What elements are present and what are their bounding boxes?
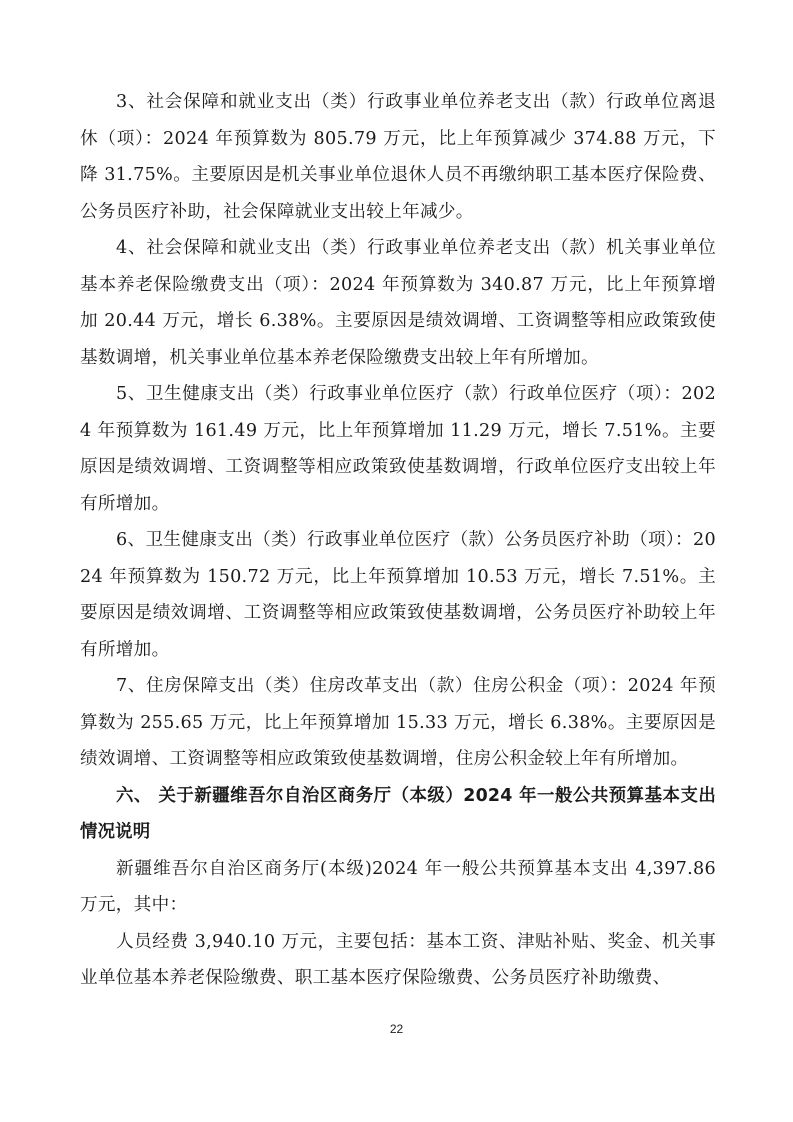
paragraph-item-4: 4、社会保障和就业支出（类）行政事业单位养老支出（款）机关事业单位基本养老保险缴费支出（项）：2024 年预算数为 340.87 万元，比上年预算增加 20.44 万元，增长 6.38%。主要原因是绩效调增、工资调整等相应政策致使基数调增，机关事业单位基本养老保险缴费支出较上年有所增加。: [80, 238, 716, 368]
paragraph-item-7: 7、住房保障支出（类）住房改革支出（款）住房公积金（项）：2024 年预算数为 255.65 万元，比上年预算增加 15.33 万元，增长 6.38%。主要原因是绩效调增、工资调整等相应政策致使基数调增，住房公积金较上年有所增加。: [80, 676, 716, 769]
paragraph-item-6: 6、卫生健康支出（类）行政事业单位医疗（款）公务员医疗补助（项）：2024 年预算数为 150.72 万元，比上年预算增加 10.53 万元，增长 7.51%。主要原因是绩效调增、工资调整等相应政策致使基数调增，公务员医疗补助较上年有所增加。: [80, 530, 716, 660]
page-number: 22: [389, 1022, 404, 1036]
personnel-paragraph: 人员经费 3,940.10 万元，主要包括：基本工资、津贴补贴、奖金、机关事业单位基本养老保险缴费、职工基本医疗保险缴费、公务员医疗补助缴费、: [80, 931, 716, 988]
paragraph-item-5: 5、卫生健康支出（类）行政事业单位医疗（款）行政单位医疗（项）：2024 年预算数为 161.49 万元，比上年预算增加 11.29 万元，增长 7.51%。主要原因是绩效调增、工资调整等相应政策致使基数调增，行政单位医疗支出较上年有所增加。: [80, 384, 716, 514]
section-heading: 六、 关于新疆维吾尔自治区商务厅（本级）2024 年一般公共预算基本支出情况说明: [80, 785, 716, 842]
paragraph-item-3: 3、社会保障和就业支出（类）行政事业单位养老支出（款）行政单位离退休（项）：2024 年预算数为 805.79 万元，比上年预算减少 374.88 万元，下降 31.75%。主要原因是机关事业单位退休人员不再缴纳职工基本医疗保险费、公务员医疗补助，社会保障就业支出较上年减少。: [80, 92, 716, 222]
page-body: [80, 84, 716, 997]
section-intro: 新疆维吾尔自治区商务厅(本级)2024 年一般公共预算基本支出 4,397.86 万元，其中：: [80, 858, 716, 915]
